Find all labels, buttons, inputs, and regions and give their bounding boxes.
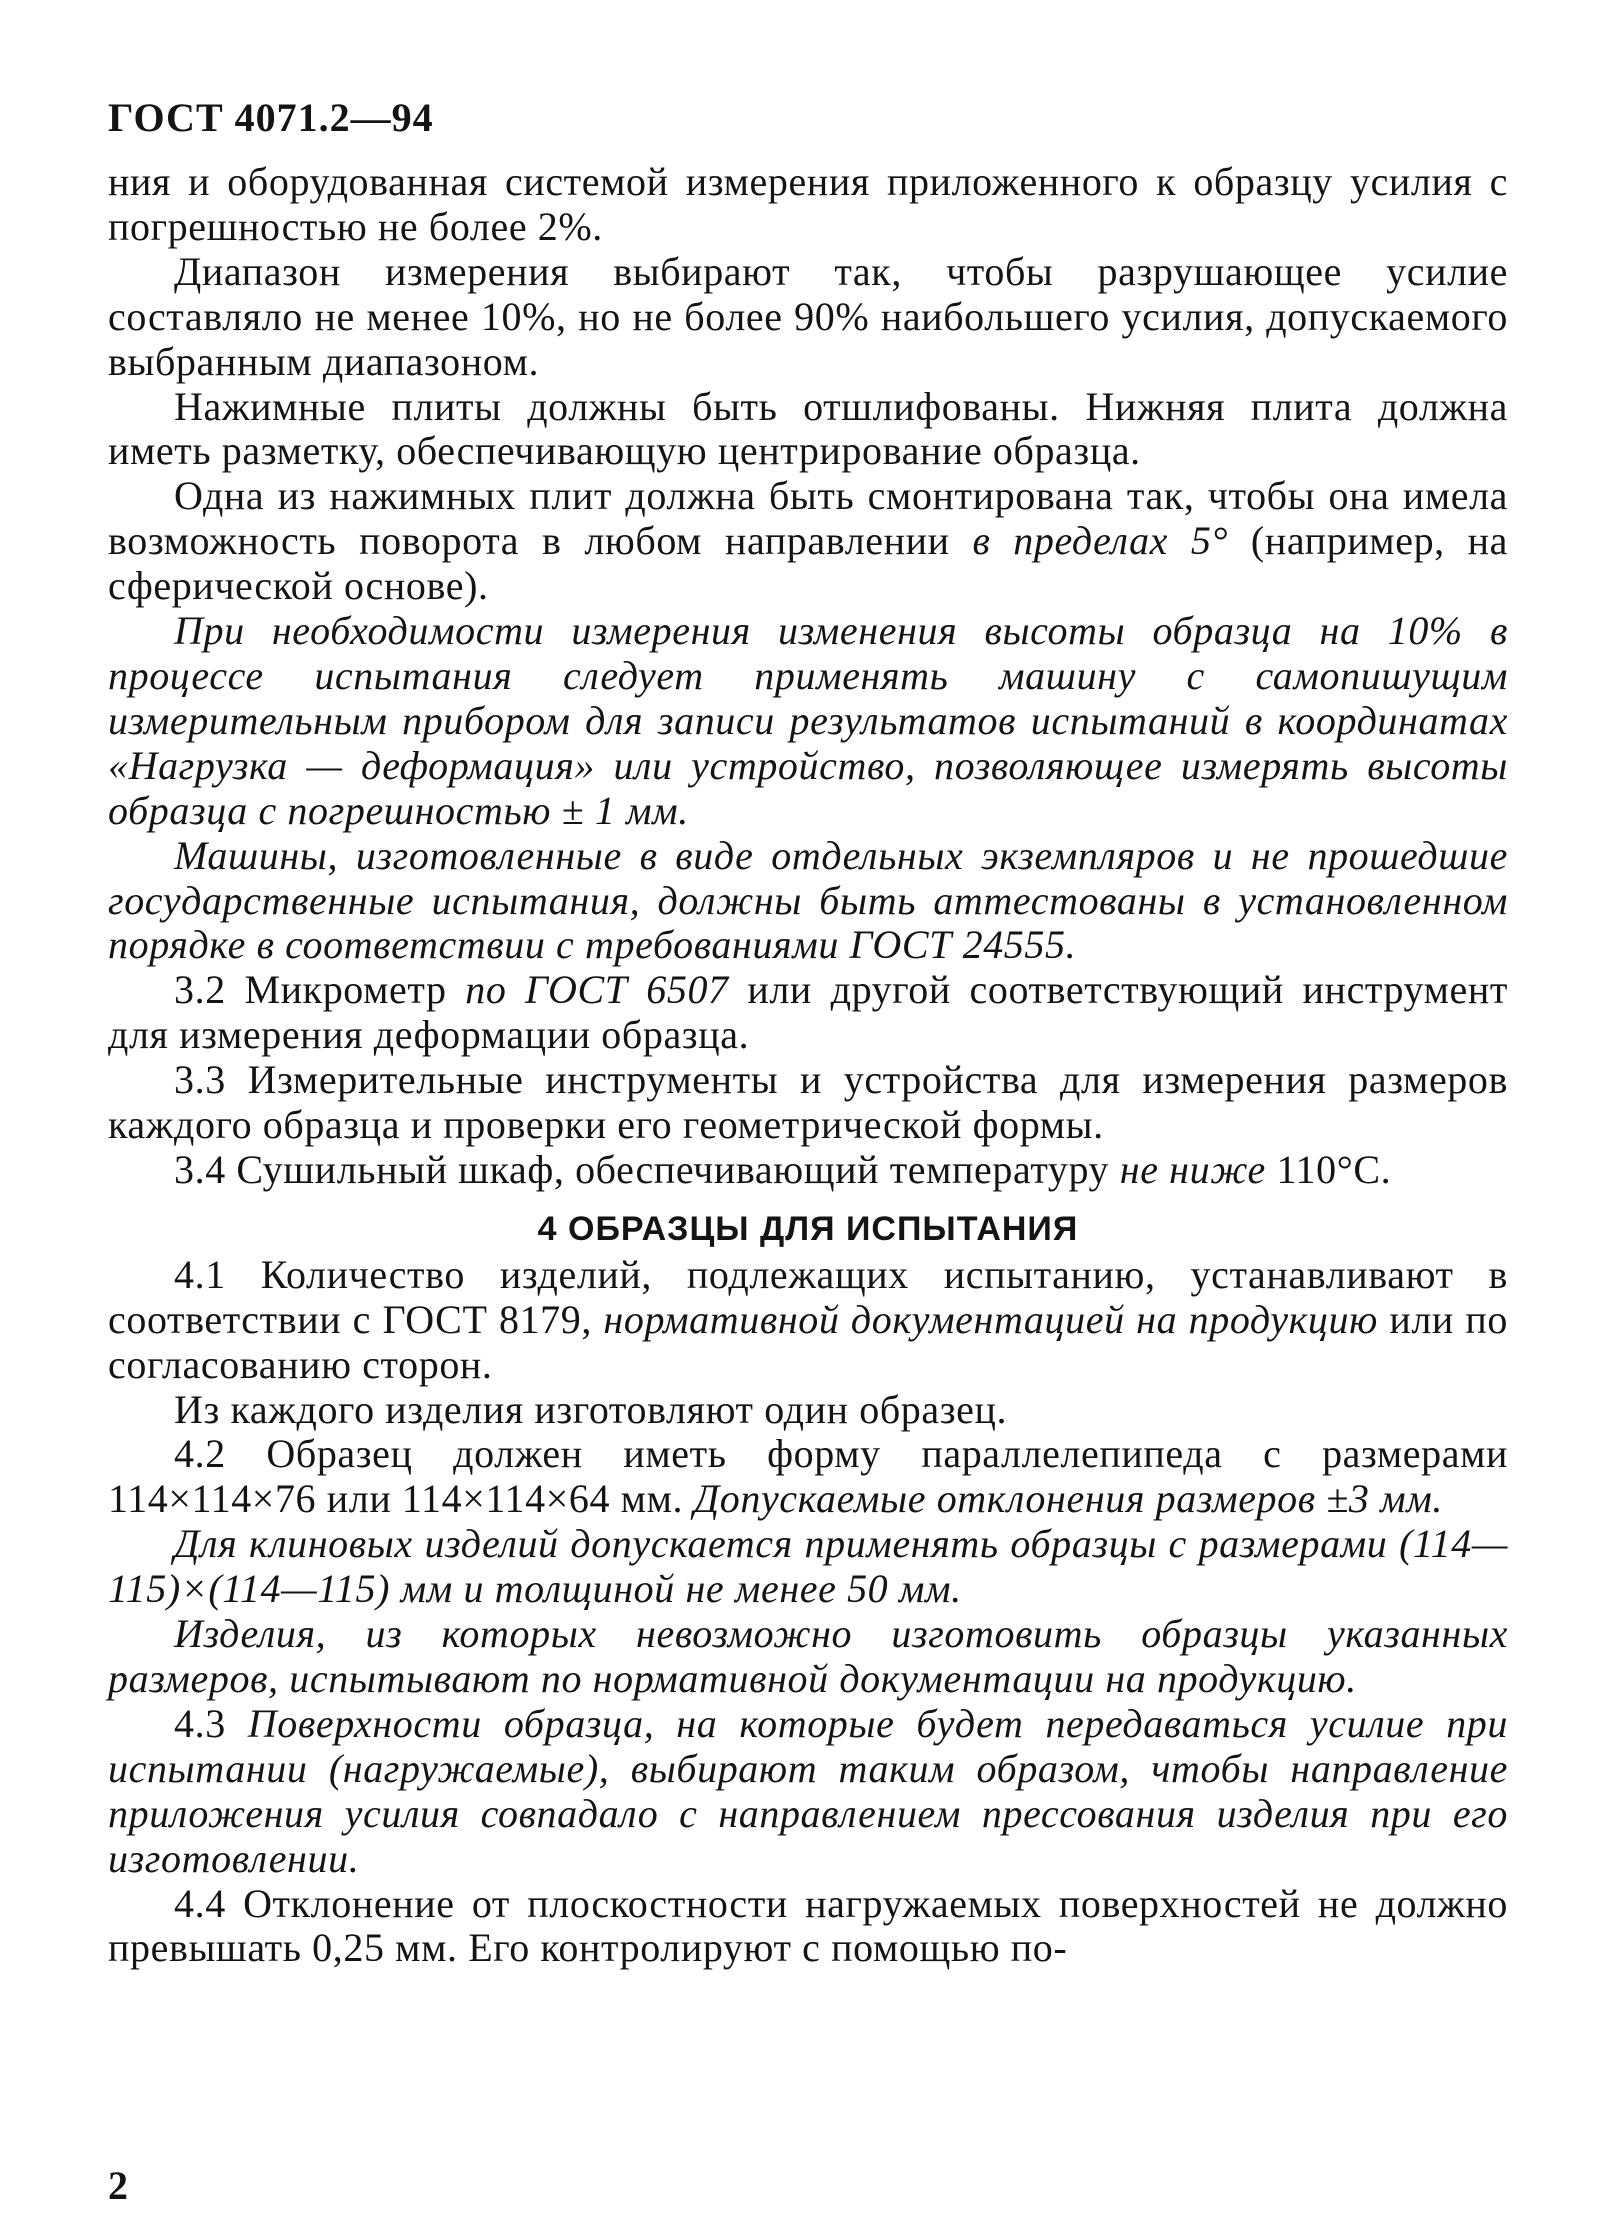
paragraph: 4.4 Отклонение от плоскостности нагружаемых поверхностей не должно превышать 0,25 мм. Его контролируют с помощью по- — [108, 1880, 1508, 1971]
paragraph: 3.3 Измерительные инструменты и устройства для измерения размеров каждого образца и проверки его геометрической формы. — [108, 1057, 1508, 1148]
italic-text-run: по ГОСТ 6507 — [465, 967, 729, 1013]
text-run: (например, на сферической основе). — [108, 518, 1508, 609]
paragraph — [108, 1148, 1508, 1193]
paragraph — [108, 1702, 1508, 1882]
paragraph: Из каждого изделия изготовляют один образец. — [174, 1386, 1008, 1432]
paragraph: Машины, изготовленные в виде отдельных экземпляров и не прошедшие государственные испытания, должны быть аттестованы в установленном порядке в соответствии с требованиями ГОСТ 24555. — [108, 832, 1508, 968]
text-run: или другой соответствующий инструмент для измерения деформации образца. — [108, 967, 1508, 1058]
document-header: ГОСТ 4071.2—94 — [108, 95, 434, 140]
text-run: Одна из нажимных плит должна быть смонтирована так, чтобы она имела возможность поворота в любом направлении — [108, 473, 1508, 564]
text-run: 3.2 Микрометр — [174, 967, 466, 1013]
text-run: 4.2 Образец должен иметь форму параллелепипеда с размерами 114×114×76 или 114×114×64 мм. — [108, 1431, 1508, 1522]
body-text — [108, 160, 1508, 1971]
paragraph — [108, 474, 1508, 609]
italic-text-run: Допускаемые отклонения размеров ±3 мм. — [693, 1476, 1443, 1522]
section-heading: 4 ОБРАЗЦЫ ДЛЯ ИСПЫТАНИЯ — [537, 1209, 1079, 1248]
text-run: 110°С. — [1265, 1146, 1392, 1192]
paragraph: При необходимости измерения изменения высоты образца на 10% в процессе испытания следует применять машину с самопишущим измерительным прибором для записи результатов испытаний в координатах «Нагрузка — деформация» или устройство, позволяющее измерять высоты образца с погрешностью ± 1 мм. — [108, 608, 1508, 833]
italic-text-run: Поверхности образца, на которые будет передаваться усилие при испытании (нагружаемые), выбирают таким образом, чтобы направление приложения усилия совпадало с направлением прессования изделия при его изготовлении. — [108, 1700, 1509, 1881]
italic-text-run: не ниже — [1119, 1146, 1266, 1192]
text-run: или по согласованию сторон. — [108, 1296, 1508, 1387]
italic-text-run: в пределах 5° — [972, 518, 1229, 564]
paragraph: Диапазон измерения выбирают так, чтобы разрушающее усилие составляло не менее 10%, но не более 90% наибольшего усилия, допускаемого выбранным диапазоном. — [108, 248, 1508, 384]
paragraph: Изделия, из которых невозможно изготовить образцы указанных размеров, испытывают по нормативной документации на продукцию. — [108, 1611, 1508, 1701]
paragraph — [108, 1253, 1508, 1388]
text-run: 3.4 Сушильный шкаф, обеспечивающий температуру — [174, 1146, 1120, 1192]
text-run: 4.1 Количество изделий, подлежащих испытанию, устанавливают в соответствии с ГОСТ 8179, — [108, 1251, 1508, 1342]
italic-text-run: нормативной документацией на продукцию — [603, 1296, 1378, 1342]
paragraph — [108, 968, 1508, 1058]
paragraph: Для клиновых изделий допускается применять образцы с размерами (114—115)×(114—115) мм и толщиной не менее 50 мм. — [108, 1521, 1508, 1612]
paragraph: Нажимные плиты должны быть отшлифованы. Нижняя плита должна иметь разметку, обеспечивающую центрирование образца. — [108, 383, 1508, 474]
paragraph — [108, 1432, 1508, 1522]
text-run: 4.3 — [174, 1700, 248, 1746]
paragraph: ния и оборудованная системой измерения приложенного к образцу усилия с погрешностью не более 2%. — [108, 159, 1508, 249]
page-number: 2 — [108, 2163, 128, 2208]
